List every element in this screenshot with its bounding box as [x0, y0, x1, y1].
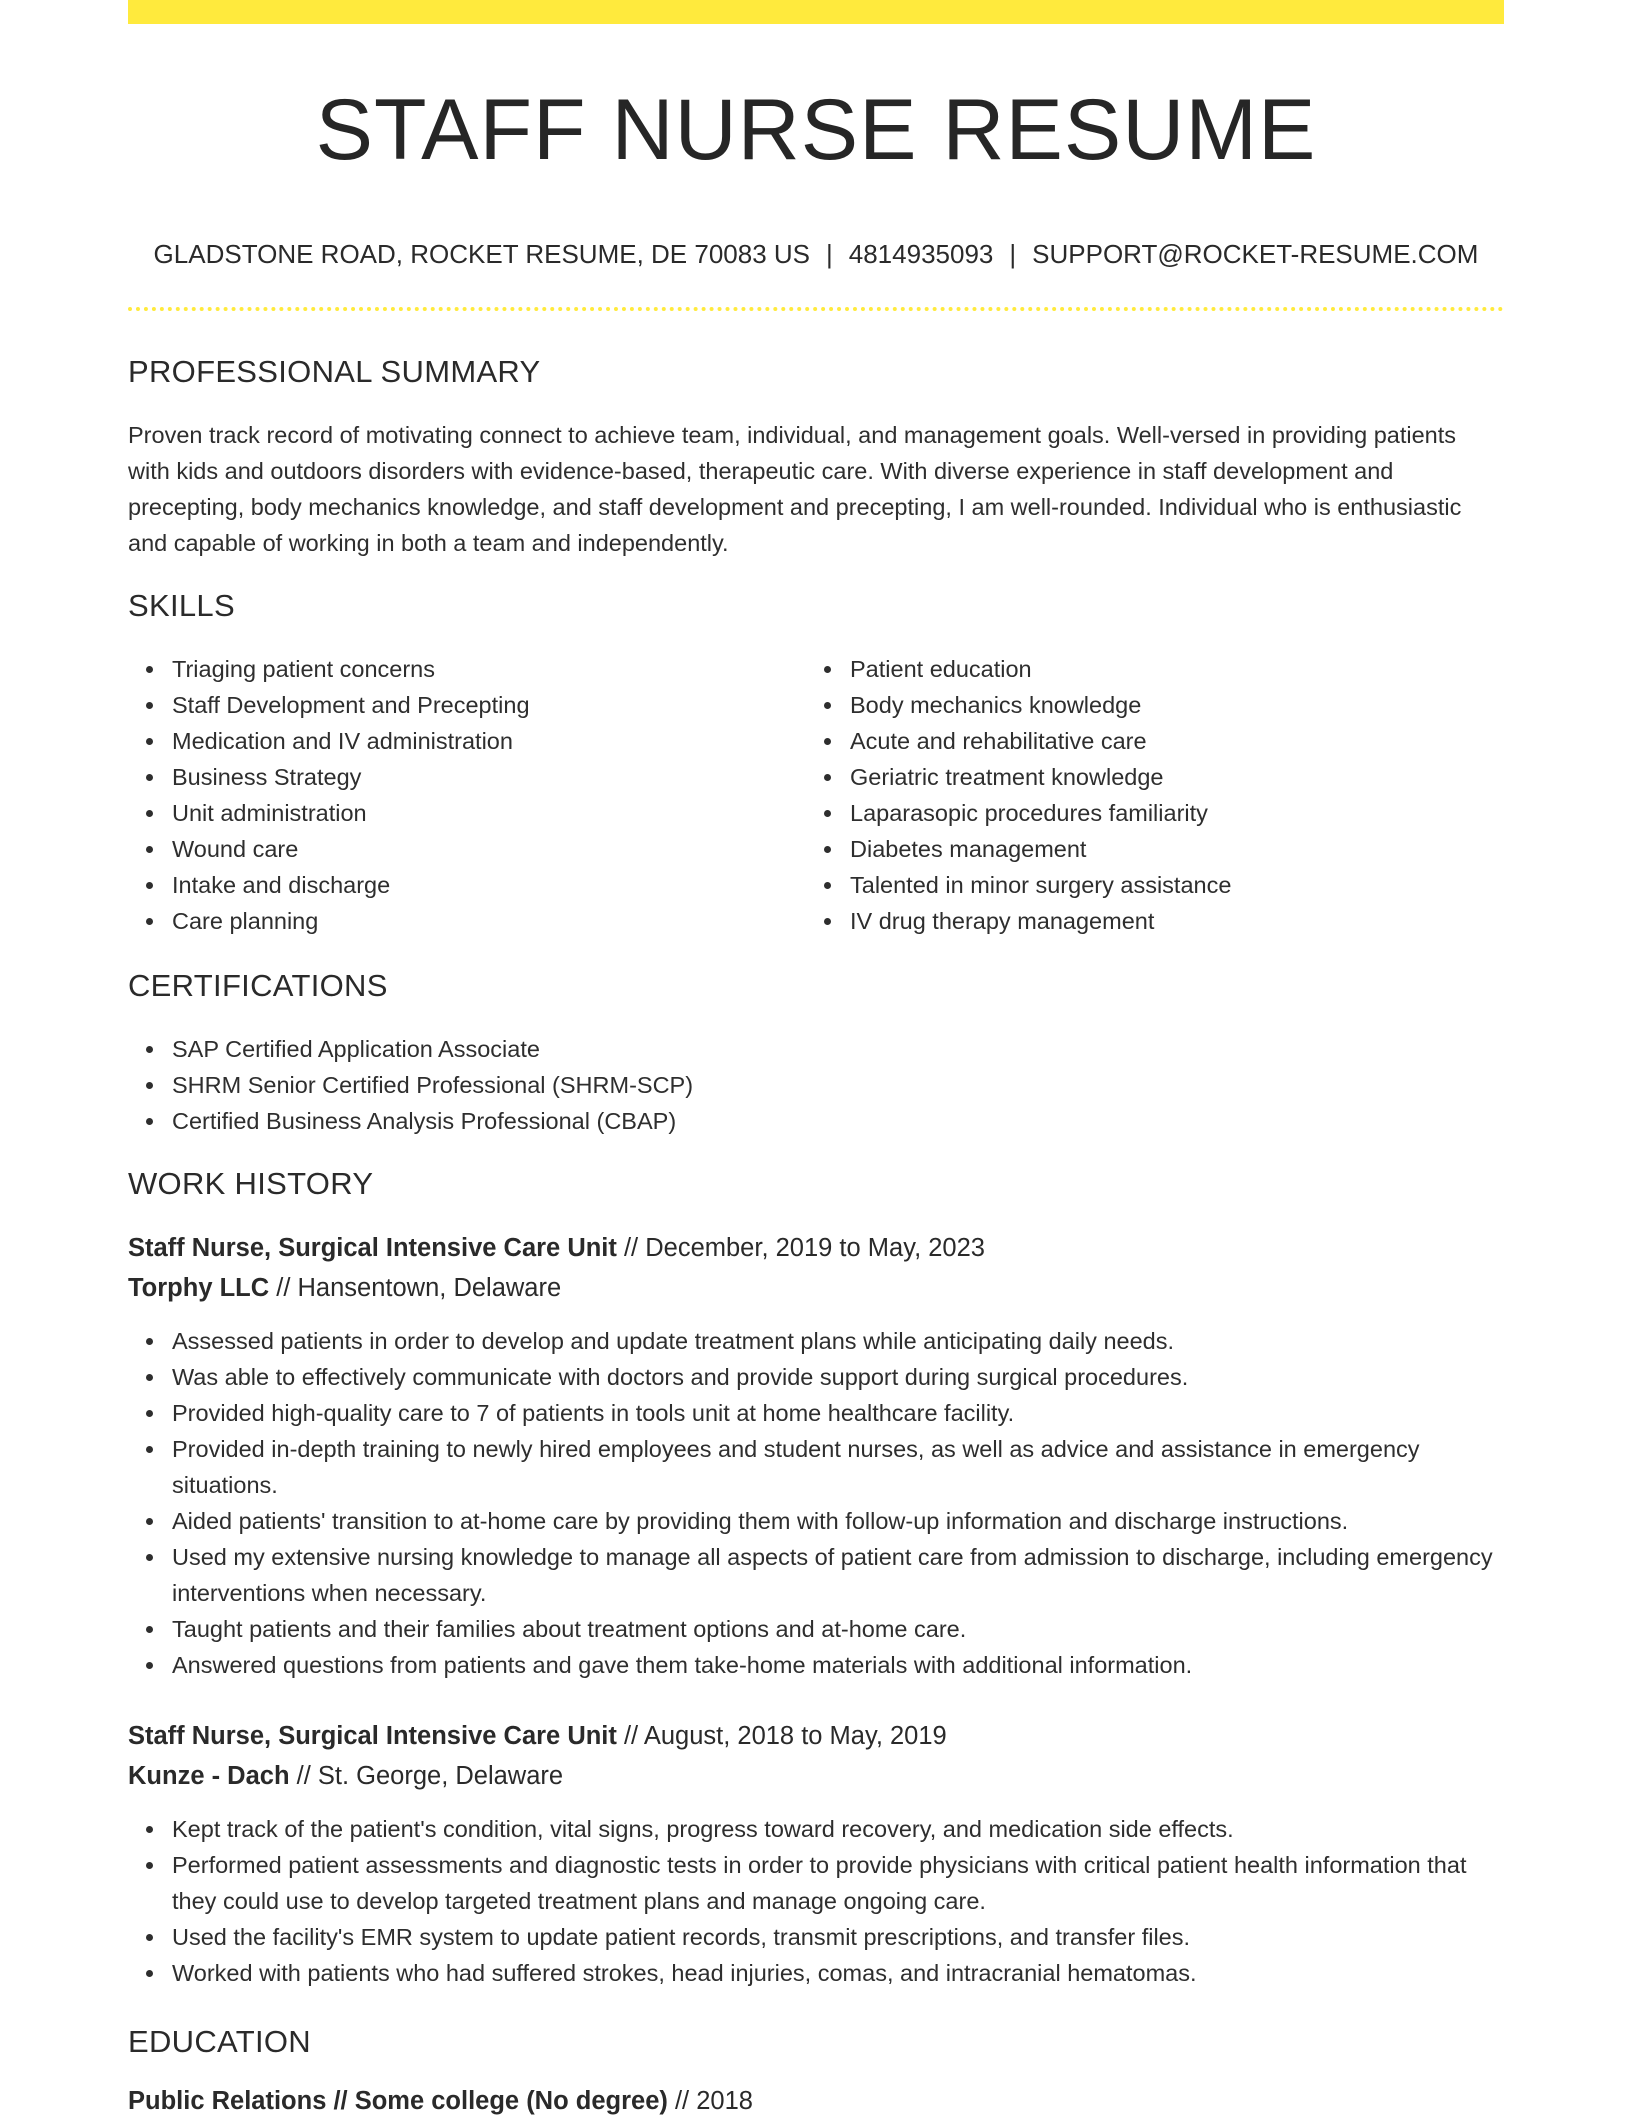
job-bullet: Kept track of the patient's condition, vital signs, progress toward recovery, and medication side effects.	[172, 1811, 1512, 1847]
skill-item: Medication and IV administration	[172, 723, 792, 759]
job-bullet: Answered questions from patients and gave them take-home materials with additional information.	[172, 1647, 1512, 1683]
job-dates: August, 2018 to May, 2019	[643, 1722, 947, 1750]
skills-list-left	[128, 651, 792, 939]
job-bullet: Provided in-depth training to newly hired employees and student nurses, as well as advice and assistance in emergency situations.	[172, 1431, 1512, 1503]
job-title: Staff Nurse, Surgical Intensive Care Unit	[128, 1234, 617, 1262]
certification-item: SHRM Senior Certified Professional (SHRM-SCP)	[172, 1067, 1502, 1103]
contact-address: GLADSTONE ROAD, ROCKET RESUME, DE 70083 US	[153, 239, 810, 269]
job-bullets	[128, 1811, 1512, 1991]
job-bullet: Assessed patients in order to develop and update treatment plans while anticipating daily needs.	[172, 1323, 1512, 1359]
skill-item: Acute and rehabilitative care	[850, 723, 1500, 759]
work-history-heading: WORK HISTORY	[128, 1166, 374, 1201]
skill-item: Unit administration	[172, 795, 792, 831]
certification-item: Certified Business Analysis Professional (CBAP)	[172, 1103, 1502, 1139]
job-location: St. George, Delaware	[317, 1762, 564, 1790]
job-bullet: Aided patients' transition to at-home care by providing them with follow-up information and discharge instructions.	[172, 1503, 1512, 1539]
skill-item: Talented in minor surgery assistance	[850, 867, 1500, 903]
job-bullet: Performed patient assessments and diagnostic tests in order to provide physicians with critical patient health information that they could use to develop targeted treatment plans and manage ongoing care.	[172, 1847, 1512, 1919]
page-title: STAFF NURSE RESUME	[315, 82, 1317, 178]
certifications-heading: CERTIFICATIONS	[128, 968, 388, 1003]
skill-item: Body mechanics knowledge	[850, 687, 1500, 723]
separator: //	[616, 1722, 644, 1750]
job-bullet: Was able to effectively communicate with doctors and provide support during surgical procedures.	[172, 1359, 1512, 1395]
job-title-line	[128, 1717, 947, 1755]
contact-line	[128, 236, 1504, 272]
job-company: Torphy LLC	[128, 1274, 270, 1302]
skill-item: Care planning	[172, 903, 792, 939]
skill-item: Geriatric treatment knowledge	[850, 759, 1500, 795]
skill-item: Diabetes management	[850, 831, 1500, 867]
contact-email: SUPPORT@ROCKET-RESUME.COM	[1032, 239, 1479, 269]
certifications-list	[128, 1031, 1502, 1139]
summary-text: Proven track record of motivating connect to achieve team, individual, and management goals. Well-versed in providing patients with kids and outdoors disorders with evidence-based, therapeutic care. With diverse experience in staff development and precepting, body mechanics knowledge, and staff development and precepting, I am well-rounded. Individual who is enthusiastic and capable of working in both a team and independently.	[128, 422, 1462, 556]
separator: //	[269, 1274, 298, 1302]
skills-heading: SKILLS	[128, 588, 235, 623]
skill-item: Intake and discharge	[172, 867, 792, 903]
skill-item: Laparasopic procedures familiarity	[850, 795, 1500, 831]
contact-separator: |	[826, 239, 833, 269]
separator: //	[289, 1762, 318, 1790]
education-year: 2018	[696, 2087, 753, 2115]
accent-top-bar	[128, 0, 1504, 24]
dotted-divider	[128, 307, 1504, 311]
job-bullet: Used the facility's EMR system to update patient records, transmit prescriptions, and transfer files.	[172, 1919, 1512, 1955]
separator: //	[616, 1234, 646, 1262]
job-dates: December, 2019 to May, 2023	[645, 1234, 985, 1262]
certification-item: SAP Certified Application Associate	[172, 1031, 1502, 1067]
job-title: Staff Nurse, Surgical Intensive Care Unit	[128, 1722, 617, 1750]
job-bullet: Provided high-quality care to 7 of patients in tools unit at home healthcare facility.	[172, 1395, 1512, 1431]
job-location: Hansentown, Delaware	[297, 1274, 562, 1302]
job-title-line	[128, 1229, 985, 1267]
education-line	[128, 2082, 753, 2120]
job-bullet: Used my extensive nursing knowledge to manage all aspects of patient care from admission to discharge, including emergency interventions when necessary.	[172, 1539, 1512, 1611]
skill-item: Patient education	[850, 651, 1500, 687]
skill-item: Wound care	[172, 831, 792, 867]
job-bullets	[128, 1323, 1512, 1683]
education-heading: EDUCATION	[128, 2024, 311, 2059]
education-degree: Public Relations // Some college (No degree)	[128, 2087, 668, 2115]
job-bullet: Taught patients and their families about treatment options and at-home care.	[172, 1611, 1512, 1647]
contact-phone: 4814935093	[848, 239, 994, 269]
summary-heading: PROFESSIONAL SUMMARY	[128, 354, 541, 389]
job-company: Kunze - Dach	[128, 1762, 290, 1790]
job-bullet: Worked with patients who had suffered strokes, head injuries, comas, and intracranial hematomas.	[172, 1955, 1512, 1991]
skill-item: Business Strategy	[172, 759, 792, 795]
skill-item: Staff Development and Precepting	[172, 687, 792, 723]
skill-item: Triaging patient concerns	[172, 651, 792, 687]
contact-separator: |	[1009, 239, 1017, 269]
skills-list-right	[806, 651, 1500, 939]
job-company-line	[128, 1757, 563, 1795]
separator: //	[667, 2087, 697, 2115]
job-company-line	[128, 1269, 561, 1307]
skill-item: IV drug therapy management	[850, 903, 1500, 939]
